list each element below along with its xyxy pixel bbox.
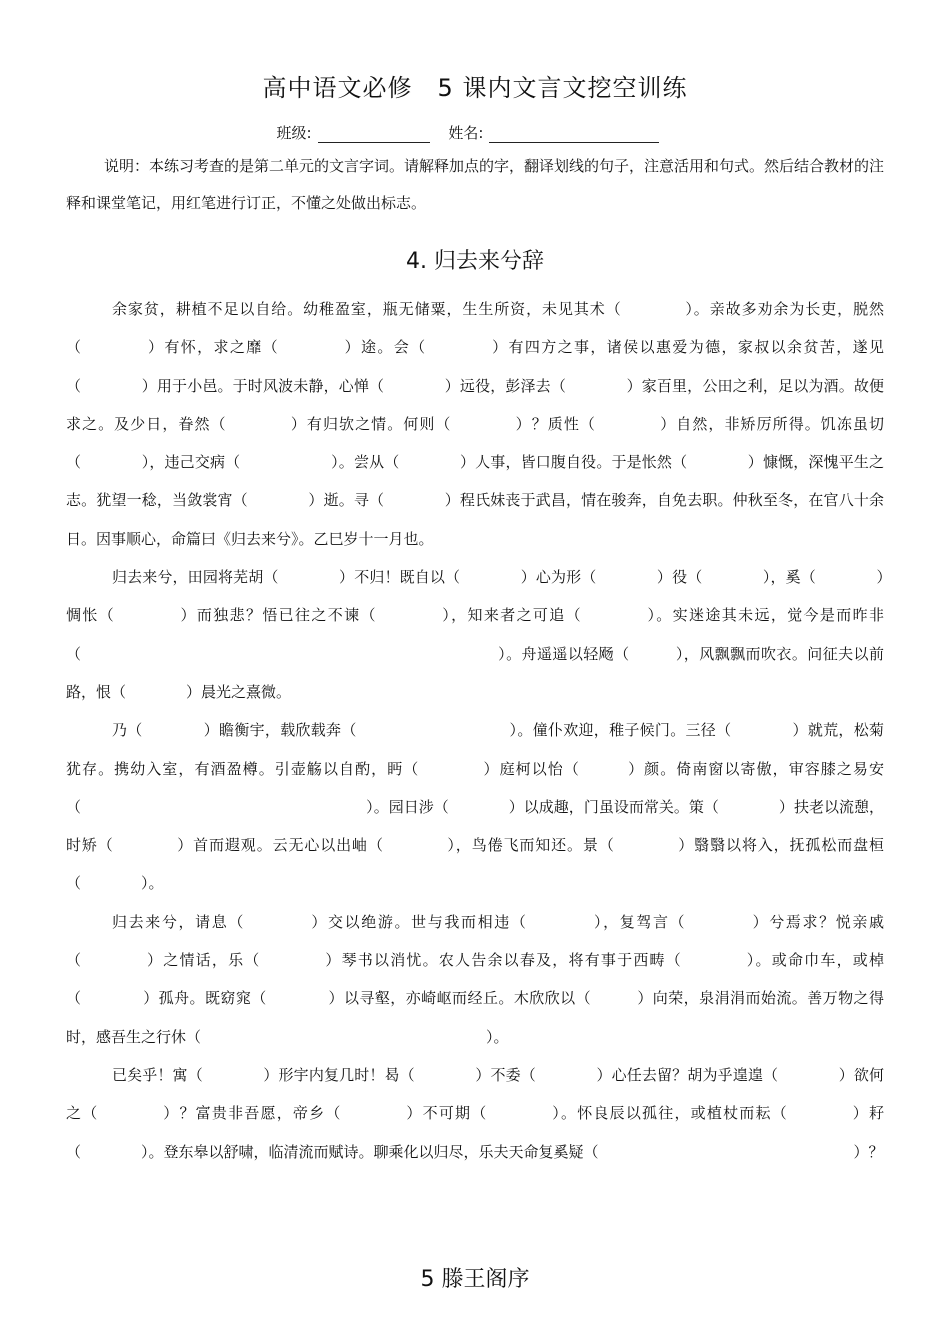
student-info <box>0 122 950 143</box>
name-label: 姓名: <box>448 124 484 142</box>
poem-paragraph-2: 乃（ ）瞻衡宇，载欣载奔（ ）。僮仆欢迎，稚子候门。三径（ ）就荒，松菊犹存。携幼入室，有酒盈樽。引壶觞以自酌，眄（ ）庭柯以怡（ ）颜。倚南窗以寄傲，审容膝之易安（ ）。园日涉（ ）以成趣，门虽设而常关。策（ ）扶老以流憩，时矫（ ）首而遐观。云无心以出岫（ ），鸟倦飞而知还。景（ ）翳翳以将入，抚孤松而盘桓（ ）。 <box>66 721 884 893</box>
instructions: 说明：本练习考查的是第二单元的文言字词。请解释加点的字，翻译划线的句子，注意活用和句式。然后结合教材的注释和课堂笔记，用红笔进行订正，不懂之处做出标志。 <box>66 157 885 212</box>
passage-guiqulaixi <box>66 290 884 1171</box>
preface-paragraph: 余家贫，耕植不足以自给。幼稚盈室，瓶无储粟，生生所资，未见其术（ ）。亲故多劝余为长吏，脱然（ ）有怀，求之靡（ ）途。会（ ）有四方之事，诸侯以惠爱为德，家叔以余贫苦，遂见（ ）用于小邑。于时风波未静，心惮（ ）远役，彭泽去（ ）家百里，公田之利，足以为酒。故便求之。及少日，眷然（ ）有归欤之情。何则（ ）？质性（ ）自然，非矫厉所得。饥冻虽切（ ），违己交病（ ）。尝从（ ）人事，皆口腹自役。于是怅然（ ）慷慨，深愧平生之志。犹望一稔，当敛裳宵（ ）逝。寻（ ）程氏妹丧于武昌，情在骏奔，自免去职。仲秋至冬，在官八十余日。因事顺心，命篇曰《归去来兮》。乙巳岁十一月也。 <box>66 300 884 548</box>
section-title-4: 4. 归去来兮辞 <box>406 249 544 274</box>
page-title: 高中语文必修 5 课内文言文挖空训练 <box>262 74 688 102</box>
class-label: 班级: <box>276 124 312 142</box>
poem-paragraph-1: 归去来兮，田园将芜胡（ ）不归！既自以（ ）心为形（ ）役（ ），奚（ ）惆怅（ ）而独悲？悟已往之不谏（ ），知来者之可追（ ）。实迷途其未远，觉今是而昨非（ ）。舟遥遥以轻飏（ ），风飘飘而吹衣。问征夫以前路，恨（ ）晨光之熹微。 <box>66 568 884 701</box>
section-title-5: 5 滕王阁序 <box>420 1267 530 1292</box>
class-field[interactable] <box>318 126 430 143</box>
name-field[interactable] <box>489 126 659 143</box>
poem-paragraph-3: 归去来兮，请息（ ）交以绝游。世与我而相违（ ），复驾言（ ）兮焉求？悦亲戚（ ）之情话，乐（ ）琴书以消忧。农人告余以春及，将有事于西畴（ ）。或命巾车，或棹（ ）孤舟。既窈窕（ ）以寻壑，亦崎岖而经丘。木欣欣以（ ）向荣，泉涓涓而始流。善万物之得时，感吾生之行休（ ）。 <box>66 912 884 1046</box>
poem-paragraph-4: 已矣乎！寓（ ）形宇内复几时！曷（ ）不委（ ）心任去留？胡为乎遑遑（ ）欲何之（ ）？富贵非吾愿，帝乡（ ）不可期（ ）。怀良辰以孤往，或植杖而耘（ ）耔（ ）。登东皋以舒啸，临清流而赋诗。聊乘化以归尽，乐夫天命复奚疑（ ）？ <box>66 1065 884 1161</box>
